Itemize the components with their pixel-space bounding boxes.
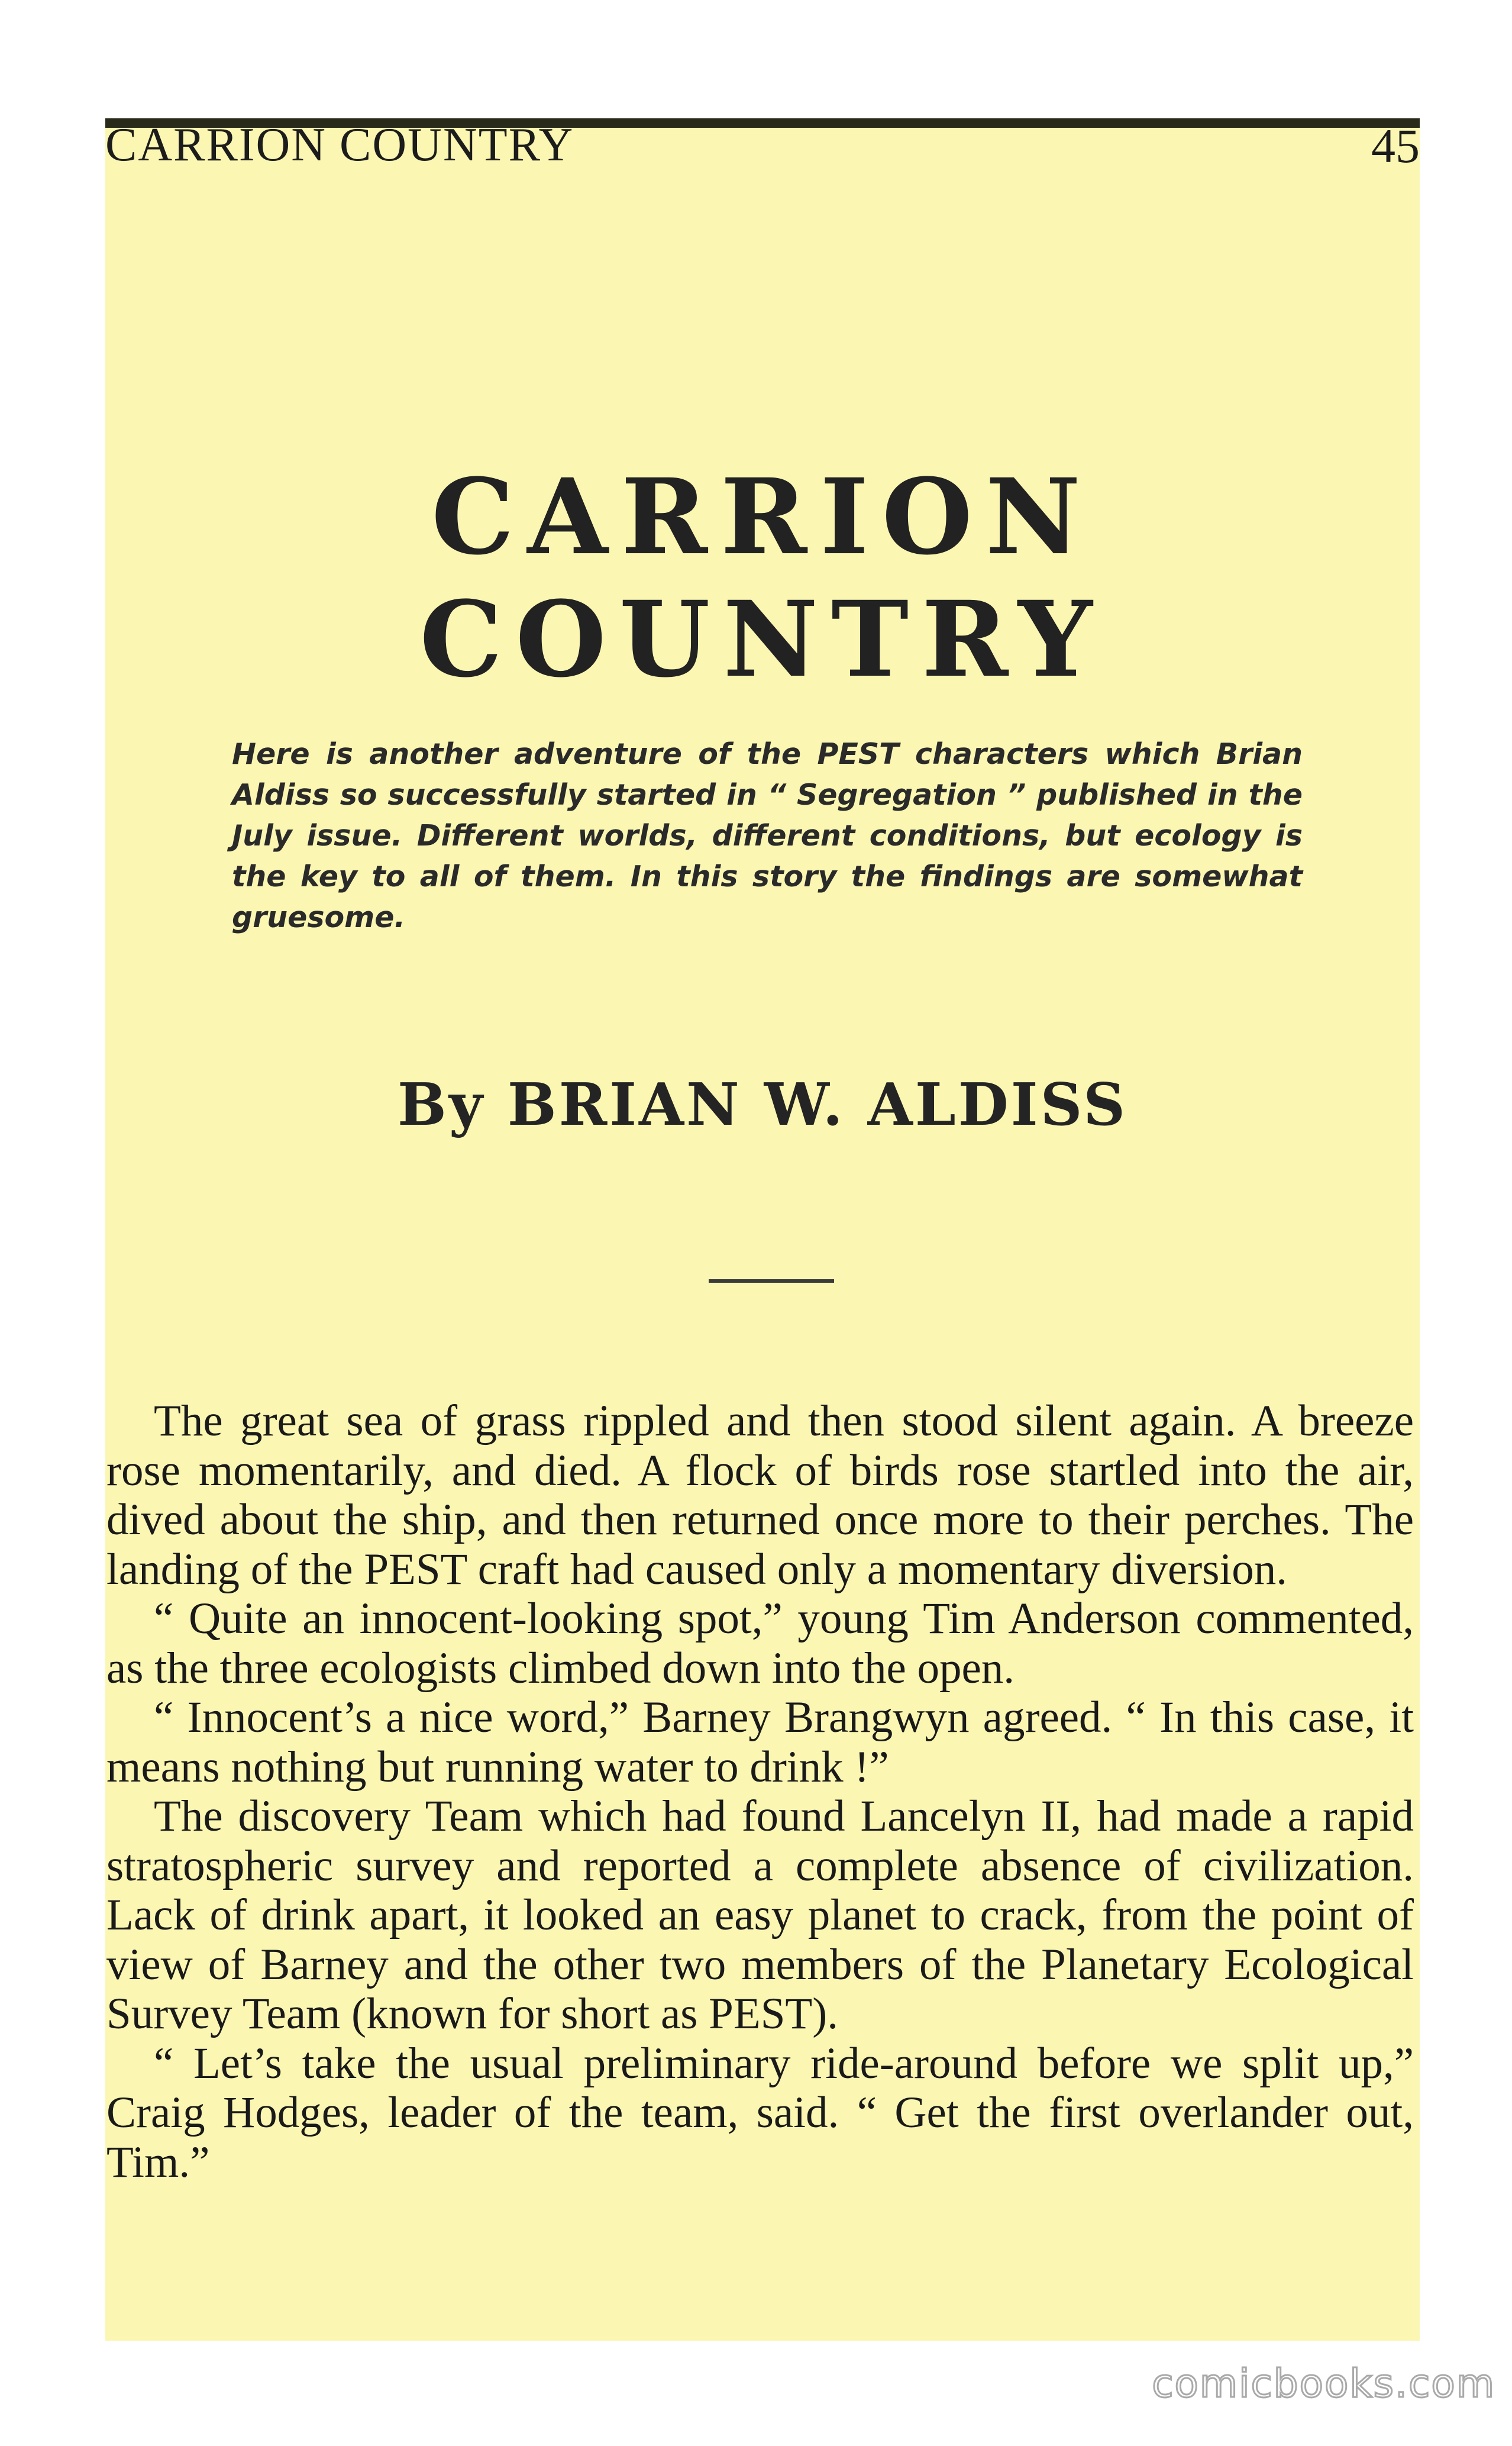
paragraph: “ Quite an innocent-looking spot,” young Tim Anderson commented, as the three ecologists climbed down into the open. <box>106 1594 1414 1693</box>
section-divider <box>709 1279 834 1283</box>
paragraph: The great sea of grass rippled and then stood silent again. A breeze rose momentarily, and died. A flock of birds rose startled into the air, dived about the ship, and then returned once more to their perches. The landing of the PEST craft had caused only a momentary diversion. <box>106 1396 1414 1594</box>
paragraph: “ Let’s take the usual preliminary ride-around before we split up,” Craig Hodges, leader of the team, said. “ Get the first overlander out, Tim.” <box>106 2038 1414 2187</box>
watermark: comicbooks.com <box>1152 2361 1495 2406</box>
running-title: CARRION COUNTRY <box>105 119 574 171</box>
paragraph: “ Innocent’s a nice word,” Barney Brangwyn agreed. “ In this case, it means nothing but running water to drink !” <box>106 1693 1414 1792</box>
author-byline: By BRIAN W. ALDISS <box>398 1071 1127 1139</box>
story-title: CARRION COUNTRY <box>419 456 1106 701</box>
story-body <box>106 1396 1414 2187</box>
intro-blurb: Here is another adventure of the PEST characters which Brian Aldiss so successfully started in “ Segregation ” published in the July issue. Different worlds, different conditions, but ecology is the key to all of them. In this story the findings are somewhat gruesome. <box>232 737 1303 934</box>
paragraph: The discovery Team which had found Lancelyn II, had made a rapid stratospheric survey and reported a complete absence of civilization. Lack of drink apart, it looked an easy planet to crack, from the point of view of Barney and the other two members of the Planetary Ecological Survey Team (known for short as PEST). <box>106 1792 1414 2038</box>
running-header <box>105 112 1420 178</box>
page-number: 45 <box>1371 119 1420 173</box>
